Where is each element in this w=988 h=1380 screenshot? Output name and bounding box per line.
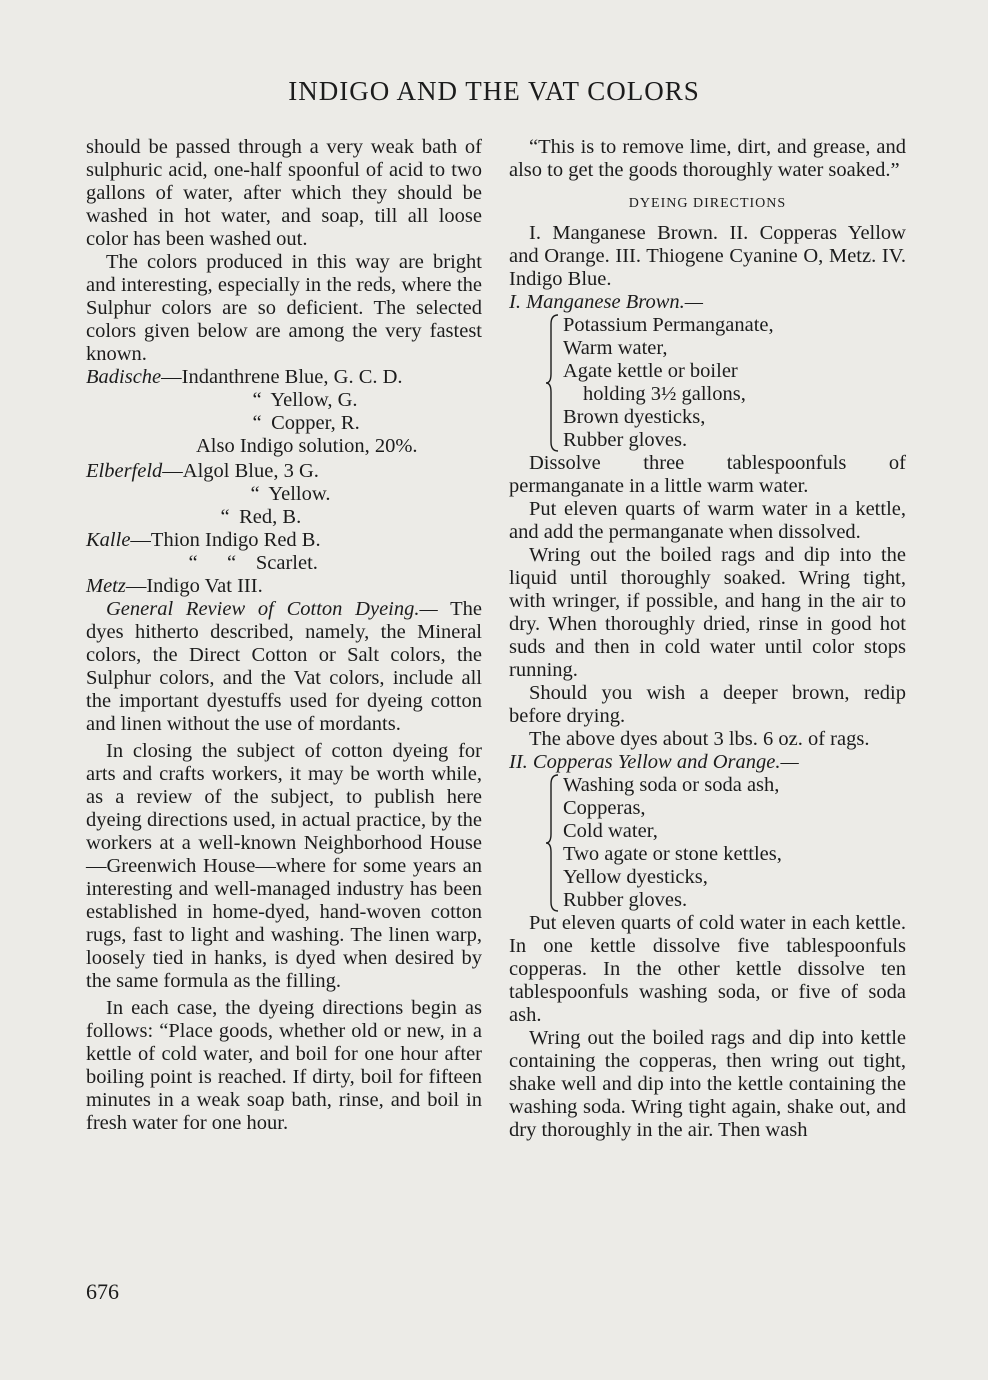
dye-list-line — [86, 529, 482, 552]
dye-name: —Thion Indigo Red B. — [130, 529, 321, 551]
left-column — [86, 136, 482, 1135]
maker-name: Kalle — [86, 529, 131, 551]
right-column — [509, 136, 906, 1142]
paragraph — [86, 598, 482, 736]
dye-name: —Indigo Vat III. — [125, 575, 263, 597]
dye-list-line — [86, 389, 482, 412]
list-item: Two agate or stone kettles, — [563, 843, 782, 865]
subsection-title — [509, 291, 906, 314]
list-item: Rubber gloves. — [563, 429, 688, 451]
paragraph: In each case, the dyeing directions begin as follows: “Place goods, whether old or new, in a kettle of cold water, and boil for one hour after boiling point is reached. If dirty, boil for fifteen minutes in a weak soap bath, rinse, and boil in fresh water for one hour. — [86, 997, 482, 1134]
section-heading: DYEING DIRECTIONS — [628, 196, 787, 211]
paragraph: In closing the subject of cotton dyeing for arts and crafts workers, it may be worth while, as a review of the subject, to publish here dyeing directions used, in actual practice, by the workers at a well-known Neighborhood House —Greenwich House—where for some years an interesting and well-managed industry has been established in home-dyed, hand-woven cotton rugs, fast to light and washing. The linen warp, loosely tied in hanks, is dyed when desired by the same formula as the filling. — [86, 740, 482, 992]
section-heading: General Review of Cotton Dyeing.— — [106, 598, 438, 620]
brace-icon — [545, 314, 561, 452]
list-item: Potassium Permanganate, — [563, 314, 774, 336]
ditto-mark: “ — [252, 389, 262, 411]
paragraph: I. Manganese Brown. II. Copperas Yellow and Orange. III. Thiogene Cyanine O, Metz. IV. Indigo Blue. — [509, 222, 906, 290]
list-item: Agate kettle or boiler — [563, 360, 738, 382]
maker-name: Badische — [86, 366, 162, 388]
list-item: Rubber gloves. — [563, 889, 688, 911]
paragraph: The colors produced in this way are bright and interesting, especially in the reds, where the Sulphur colors are so deficient. The selected colors given below are among the very fastest known. — [86, 251, 482, 365]
list-item: holding 3½ gallons, — [583, 383, 746, 405]
materials-list — [545, 314, 906, 452]
dye-list-line — [86, 412, 482, 435]
list-item: Yellow dyesticks, — [563, 866, 708, 888]
dye-name: Copper, R. — [271, 412, 360, 434]
paragraph-text: The dyes hitherto described, namely, the Mineral colors, the Direct Cotton or Salt colors, the Sulphur colors, and the Vat colors, include all the important dyestuffs used for dyeing cotton and linen without the use of mordants. — [86, 598, 482, 735]
list-item: Copperas, — [563, 797, 646, 819]
ditto-mark: “ — [226, 552, 237, 574]
list-item: Brown dyesticks, — [563, 406, 706, 428]
list-item: Washing soda or soda ash, — [563, 774, 780, 796]
dye-name: Scarlet. — [255, 552, 318, 574]
dye-name: Yellow. — [268, 483, 331, 505]
dye-list-line — [86, 575, 482, 598]
materials-list — [545, 774, 906, 912]
paragraph: Dissolve three tablespoonfuls of permanganate in a little warm water. — [509, 452, 906, 497]
dye-name: Red, B. — [239, 506, 302, 528]
paragraph: “This is to remove lime, dirt, and grease, and also to get the goods thoroughly water soaked.” — [509, 136, 906, 181]
dye-name: Yellow, G. — [270, 389, 358, 411]
dye-list-line — [86, 460, 482, 483]
paragraph: Put eleven quarts of warm water in a kettle, and add the permanganate when dissolved. — [509, 498, 906, 543]
paragraph: Wring out the boiled rags and dip into the liquid until thoroughly soaked. Wring tight, with wringer, if possible, and hang in the air to dry. When thoroughly dried, rinse in good hot suds and then in cold water until color stops running. — [509, 544, 906, 681]
brace-icon — [545, 774, 561, 912]
ditto-mark: “ — [220, 506, 230, 528]
subsection-title — [509, 751, 906, 774]
list-item: Cold water, — [563, 820, 658, 842]
paragraph: should be passed through a very weak bath of sulphuric acid, one-half spoonful of acid to two gallons of water, after which they should be washed in hot water, and soap, till all loose color has been washed out. — [86, 136, 482, 250]
ditto-mark: “ — [250, 483, 260, 505]
dye-list-line — [86, 552, 482, 575]
maker-name: Metz — [86, 575, 126, 597]
maker-name: Elberfeld — [86, 460, 163, 482]
ditto-mark: “ — [188, 552, 198, 574]
ditto-mark: “ — [252, 412, 262, 434]
paragraph: Should you wish a deeper brown, redip before drying. — [509, 682, 906, 727]
running-head: INDIGO AND THE VAT COLORS — [288, 76, 700, 106]
dye-list-line — [86, 366, 482, 389]
subsection-title-text: II. Copperas Yellow and Orange.— — [509, 751, 799, 773]
dye-list-line — [86, 483, 482, 506]
list-item: Warm water, — [563, 337, 668, 359]
page-number: 676 — [86, 1279, 119, 1304]
dye-name: —Indanthrene Blue, G. C. D. — [161, 366, 403, 388]
dye-name: —Algol Blue, 3 G. — [162, 460, 319, 482]
dye-list-line: Also Indigo solution, 20%. — [196, 435, 418, 457]
dye-list-line — [86, 506, 482, 529]
paragraph: Wring out the boiled rags and dip into kettle containing the copperas, then wring out tight, shake well and dip into the kettle containing the washing soda. Wring tight again, shake out, and dry thoroughly in the air. Then wash — [509, 1027, 906, 1141]
paragraph: The above dyes about 3 lbs. 6 oz. of rags. — [529, 728, 870, 750]
subsection-title-text: I. Manganese Brown.— — [509, 291, 703, 313]
paragraph: Put eleven quarts of cold water in each kettle. In one kettle dissolve five tablespoonfuls copperas. In the other kettle dissolve ten tablespoonfuls washing soda, or five of soda ash. — [509, 912, 906, 1026]
